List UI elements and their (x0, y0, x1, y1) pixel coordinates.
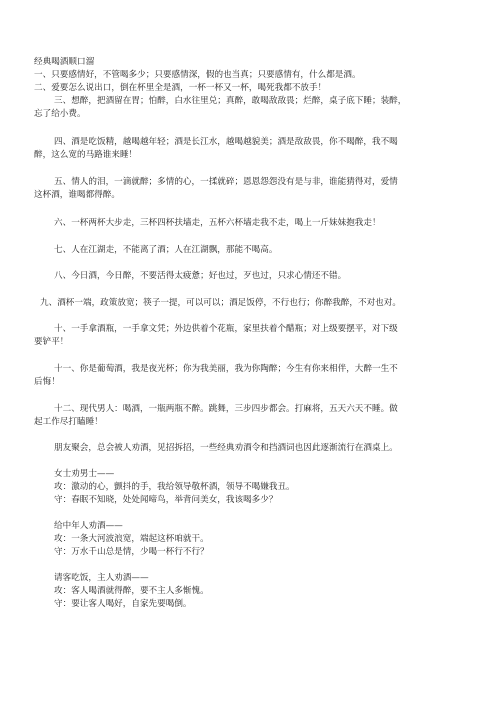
paragraph-line: 要铲平！ (34, 337, 69, 347)
paragraph-line: 十二、现代男人：喝酒，一瓶两瓶不醉。跳舞，三步四步都会。打麻将，五天六天不睡。做 (54, 404, 398, 414)
paragraph-line: 十一、你是葡萄酒，我是夜光杯；你为我美丽，我为你陶醉；今生有你来相伴，大醉一生不 (54, 364, 398, 374)
paragraph-line: 忘了给小费。 (34, 109, 86, 119)
paragraph-line: 三、想醉，把酒留在胃；怕醉，白水往里兑；真醉，敢喝敌敌畏；烂醉，桌子底下睡；装醉， (54, 96, 407, 106)
paragraph-line: 六、一杯两杯大步走，三杯四杯扶墙走，五杯六杯墙走我不走，喝上一斤妹妹抱我走！ (54, 218, 381, 228)
paragraph-line: 十、一手拿酒瓶，一手拿文凭；外边供着个花瓶，家里扶着个醋瓶；对上级要摆平，对下级 (54, 324, 398, 334)
paragraph-line: 后悔！ (34, 377, 60, 387)
paragraph-line: 朋友聚会，总会被人劝酒，见招拆招，一些经典劝酒令和挡酒词也因此逐渐流行在酒桌上。 (54, 443, 398, 453)
paragraph-line: 攻：激动的心，颤抖的手，我给领导敬杯酒，领导不喝嫌我丑。 (54, 482, 295, 492)
paragraph-line: 请客吃饭，主人劝酒—— (54, 573, 149, 583)
paragraph-line: 攻：一条大河波浪宽，端起这杯咱就干。 (54, 534, 209, 544)
paragraph-line: 二、爱要怎么说出口，倒在杯里全是酒，一杯一杯又一杯，喝死我都不放手！ (34, 83, 327, 93)
paragraph-line: 给中年人劝酒—— (54, 521, 123, 531)
paragraph-line: 四、酒是吃饭精，越喝越年轻；酒是长江水，越喝越貌美；酒是敌敌畏，你不喝醉，我不喝 (54, 137, 398, 147)
paragraph-line: 守：要让客人喝好，自家先要喝倒。 (54, 599, 192, 609)
paragraph-line: 守：万水千山总是情，少喝一杯行不行？ (54, 547, 209, 557)
paragraph-line: 五、情人的泪，一滴就醉；多情的心，一揉就碎；恩恩怨怨没有是与非，谁能猜得对，爱情 (54, 177, 398, 187)
document-title: 经典喝酒顺口溜 (34, 57, 95, 67)
paragraph-line: 守：春眠不知晓，处处闻啼鸟，举背问美女，我该喝多少？ (54, 495, 278, 505)
paragraph-line: 七、人在江湖走，不能离了酒；人在江湖飘，那能不喝高。 (54, 245, 278, 255)
paragraph-line: 这杯酒，谁喝都得醉。 (34, 190, 120, 200)
paragraph-line: 八、今日酒，今日醉，不要活得太疲惫；好也过，歹也过，只求心情还不错。 (54, 271, 347, 281)
paragraph-line: 九、酒杯一端，政策放宽；筷子一提，可以可以；酒足饭停，不行也行；你醉我醉，不对也对。 (40, 298, 401, 308)
paragraph-line: 醉，这么宽的马路谁来睡！ (34, 150, 138, 160)
paragraph-line: 起工作尽打瞌睡！ (34, 417, 103, 427)
paragraph-line: 攻：客人喝酒就得醉，要不主人多惭愧。 (54, 586, 209, 596)
paragraph-line: 女士劝男士—— (54, 469, 115, 479)
paragraph-line: 一、只要感情好，不管喝多少；只要感情深，假的也当真；只要感情有，什么都是酒。 (34, 70, 361, 80)
